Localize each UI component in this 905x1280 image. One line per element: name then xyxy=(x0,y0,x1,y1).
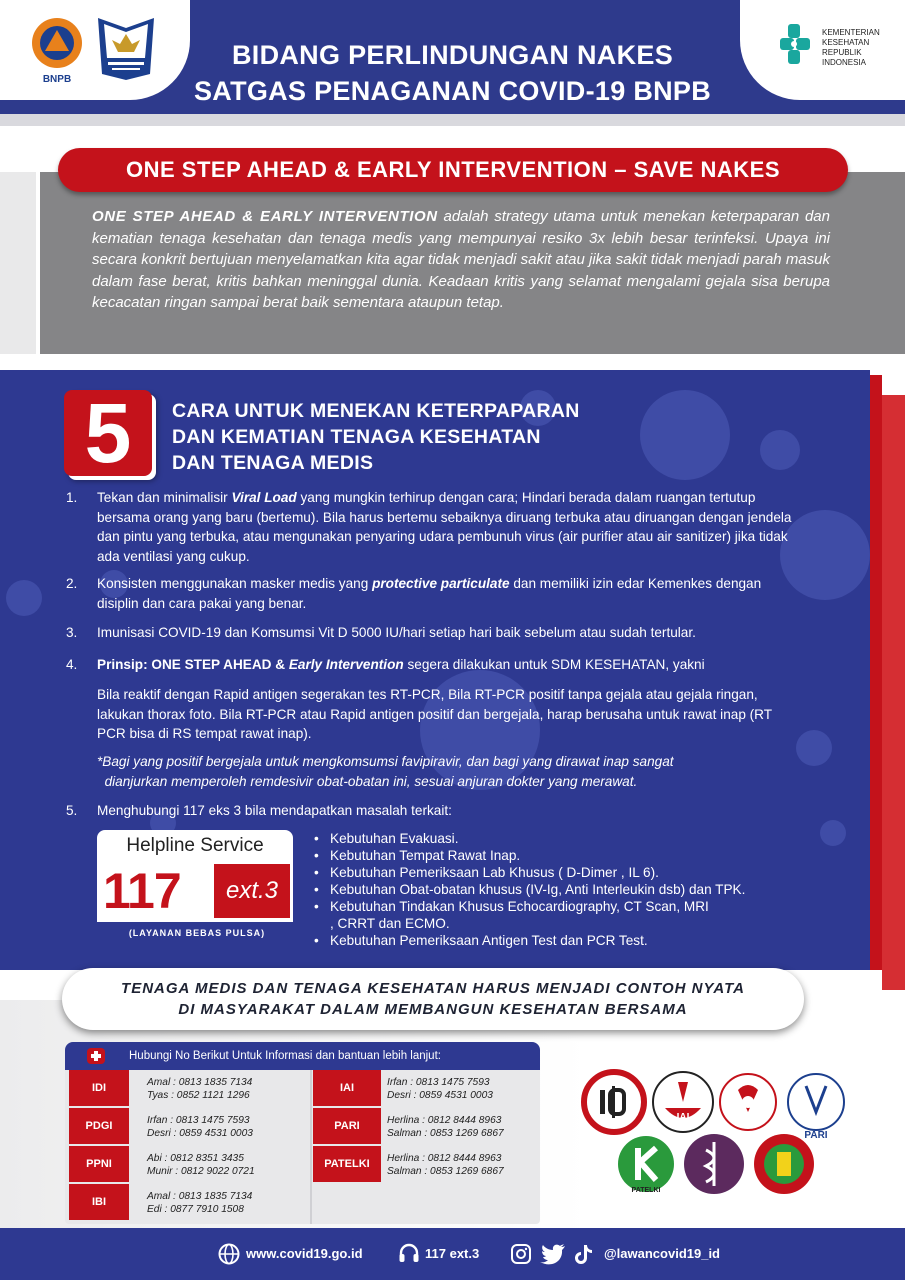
virus-decoration xyxy=(640,390,730,480)
kemenkes-text-3: REPUBLIK xyxy=(822,48,862,57)
iai-logo xyxy=(653,1072,713,1132)
virus-decoration xyxy=(796,730,832,766)
virus-decoration xyxy=(6,580,42,616)
pari-logo-text: PARI xyxy=(804,1130,828,1141)
five-ways-section: 5 CARA UNTUK MENEKAN KETERPAPARAN DAN KEMATIAN TENAGA KESEHATAN DAN TENAGA MEDIS 1. Tekan dan minimalisir Viral Load yang mungkin terhirup dengan cara; Hindari berada dalam ruangan tertutup bersama orang yang baru (bertemu). Bila harus bertemu sebaiknya diruang terbuka atau diruangan dengan jendela dan pintu yang terbuka, atau mengunakan penyaring udara pembunuh virus (air purifier atau air sanitizer) jika tidak ada ventilasi yang cukup. 2. Konsisten menggunakan masker medis yang protective particulate dan memiliki izin edar Kemenkes dengan disiplin dan cara pakai yang benar. 3. Imunisasi COVID-19 dan Komsumsi Vit D 5000 IU/hari setiap hari baik sebelum atau sudah tertular. 4. Prinsip: ONE STEP AHEAD & Early Intervention segera dilakukan untuk SDM KESEHATAN, yakni Bila reaktif dengan Rapid antigen segerakan tes RT-PCR, Bila RT-PCR positif tanpa gejala atau gejala ringan, lakukan thorax foto. Bila RT-PCR atau Rapid antigen positif dan bergejala, harap berusaha untuk rawat inap (RT PCR bisa di RS tempat rawat inap). *Bagi yang positif bergejala untuk mengkomsumsi favipiravir, dan bagi yang dirawat inap sangat dianjurkan memperoleh remdesivir obat-obatan ini, sesuai anjuran dokter yang merawat. 5. Menghubungi 117 eks 3 bila mendapatkan masalah terkait: Helpline Service 117 ext.3 (LAYANAN BEBAS PULSA) • Kebutuhan Evakuasi. • Kebutuhan Tempat Rawat Inap. • Kebutuhan Pemeriksaan Lab Khusus ( D-Dimer , IL 6). • Kebutuhan Obat-obatan khusus (IV-Ig, Anti Interleukin dsb) dan TPK. • Kebutuhan Tindakan Khusus Echocardiography, CT Scan, MRI , CRRT dan ECMO. • Kebutuhan Pemeriksaan Antigen Test dan PCR Test. xyxy=(0,370,870,970)
kemenkes-logo xyxy=(778,22,888,72)
helpline-extension: ext.3 xyxy=(214,864,290,918)
strategy-banner: ONE STEP AHEAD & EARLY INTERVENTION – SAVE NAKES xyxy=(58,148,848,192)
list-item-text: Konsisten menggunakan masker medis yang protective particulate dan memiliki izin edar Kemenkes dengan disiplin dan cara pakai yang benar. xyxy=(97,576,762,611)
section-title-line1: CARA UNTUK MENEKAN KETERPAPARAN xyxy=(172,400,580,422)
twitter-icon[interactable] xyxy=(540,1243,566,1265)
kemenkes-text-4: INDONESIA xyxy=(822,58,867,67)
header-divider xyxy=(0,114,905,126)
header-title-line1: BIDANG PERLINDUNGAN NAKES xyxy=(231,40,674,70)
patelki-logo xyxy=(618,1136,674,1194)
bnpb-logo-text: BNPB xyxy=(42,74,72,85)
list-item-text: Prinsip: ONE STEP AHEAD & Early Intervention segera dilakukan untuk SDM KESEHATAN, yakni xyxy=(97,657,705,672)
helpline-subtitle: (LAYANAN BEBAS PULSA) xyxy=(128,928,266,938)
footer-social-handle[interactable]: @lawancovid19_id xyxy=(604,1246,720,1261)
note-line2: dianjurkan memperoleh remdesivir obat-obatan ini, sesuai anjuran dokter yang merawat. xyxy=(104,773,638,789)
headset-icon xyxy=(398,1243,420,1265)
needs-item: • Kebutuhan Obat-obatan khusus (IV-Ig, Anti Interleukin dsb) dan TPK. xyxy=(314,881,834,898)
bnpb-logo xyxy=(28,16,86,86)
contact-table-header xyxy=(65,1042,540,1070)
slogan-line1: TENAGA MEDIS DAN TENAGA KESEHATAN HARUS MENJADI CONTOH NYATA xyxy=(121,980,745,997)
section-title-line2: DAN KEMATIAN TENAGA KESEHATAN xyxy=(172,426,541,448)
needs-item: • Kebutuhan Evakuasi. xyxy=(314,830,834,847)
contact-names: Irfan : 0813 1475 7593 Desri : 0859 4531 0003 xyxy=(147,1115,253,1139)
needs-item: • Kebutuhan Pemeriksaan Antigen Test dan PCR Test. xyxy=(314,932,834,949)
org-label: PDGI xyxy=(69,1108,129,1145)
needs-item: • Kebutuhan Tempat Rawat Inap. xyxy=(314,847,834,864)
contact-table xyxy=(65,1042,540,1224)
list-item-number: 1. xyxy=(66,490,78,505)
needs-item: • Kebutuhan Pemeriksaan Lab Khusus ( D-Dimer , IL 6). xyxy=(314,864,834,881)
org-label: PPNI xyxy=(69,1146,129,1183)
contact-names: Abi : 0812 8351 3435 Munir : 0812 9022 0721 xyxy=(147,1153,255,1177)
org-label: IBI xyxy=(69,1184,129,1221)
needs-list xyxy=(314,830,834,949)
contact-names: Amal : 0813 1835 7134 Tyas : 0852 1121 1296 xyxy=(147,1077,253,1101)
list-item-text: Menghubungi 117 eks 3 bila mendapatkan masalah terkait: xyxy=(97,803,452,818)
list-item-text: Imunisasi COVID-19 dan Komsumsi Vit D 5000 IU/hari setiap hari baik sebelum atau sudah tertular. xyxy=(97,625,696,640)
slogan-banner xyxy=(62,968,804,1030)
helpline-title: Helpline Service xyxy=(97,830,293,860)
list-item-text: Tekan dan minimalisir Viral Load yang mungkin terhirup dengan cara; Hindari berada dalam ruangan tertutup bersama orang yang baru (bertemu). Bila harus bertemu sebaiknya diruang terbuka atau diruangan dengan jendela dan pintu yang terbuka, atau mengunakan penyaring udara pembunuh virus (air purifier atau air sanitizer) jika tidak ada ventilasi yang cukup. xyxy=(97,490,792,564)
pari-logo-2 xyxy=(788,1074,844,1141)
list-item-number: 2. xyxy=(66,576,78,591)
org-label: IAI xyxy=(313,1070,381,1107)
intro-section xyxy=(0,148,905,354)
header xyxy=(0,0,905,126)
idi-logo xyxy=(584,1072,644,1132)
ppni-logo xyxy=(754,1134,814,1194)
list-item-number: 4. xyxy=(66,657,78,672)
main-side-accent xyxy=(870,375,905,1000)
contact-names: Irfan : 0813 1475 7593 Desri : 0859 4531 0003 xyxy=(387,1077,493,1101)
pdgi-logo xyxy=(684,1134,744,1194)
list-item-number: 3. xyxy=(66,625,78,640)
note-line1: *Bagi yang positif bergejala untuk mengkomsumsi favipiravir, dan bagi yang dirawat inap sangat xyxy=(97,754,674,769)
helpline-number: 117 xyxy=(103,863,181,919)
virus-decoration xyxy=(760,430,800,470)
footer-phone[interactable]: 117 ext.3 xyxy=(425,1246,480,1261)
contact-names: Amal : 0813 1835 7134 Edi : 0877 7910 1508 xyxy=(147,1191,253,1215)
section-title-line3: DAN TENAGA MEDIS xyxy=(172,452,374,474)
header-title-line2: SATGAS PENAGANAN COVID-19 BNPB xyxy=(193,76,712,106)
medical-cross-icon xyxy=(87,1048,105,1064)
kemenkes-text-2: KESEHATAN xyxy=(822,38,870,47)
instagram-icon[interactable] xyxy=(510,1243,532,1265)
iai-logo-text: IAI xyxy=(676,1112,690,1123)
pari-logo xyxy=(720,1074,776,1130)
org-label: IDI xyxy=(69,1070,129,1107)
tiktok-icon[interactable] xyxy=(572,1243,594,1265)
number-five-badge: 5 xyxy=(64,390,152,476)
list-item-number: 5. xyxy=(66,803,78,818)
intro-lead: ONE STEP AHEAD & EARLY INTERVENTION xyxy=(92,208,438,225)
globe-icon xyxy=(218,1243,240,1265)
contact-header-text: Hubungi No Berikut Untuk Informasi dan bantuan lebih lanjut: xyxy=(129,1050,441,1062)
intro-paragraph xyxy=(92,206,830,314)
helpline-number-box xyxy=(97,860,293,922)
contact-names: Herlina : 0812 8444 8963 Salman : 0853 1269 6867 xyxy=(387,1153,504,1177)
org-label: PATELKI xyxy=(313,1146,381,1183)
needs-item: • Kebutuhan Tindakan Khusus Echocardiography, CT Scan, MRI , CRRT dan ECMO. xyxy=(314,898,714,932)
section-title xyxy=(172,398,580,476)
contact-table-body xyxy=(65,1070,540,1224)
footer xyxy=(0,1228,905,1280)
helpline-card xyxy=(97,830,297,950)
contact-names: Herlina : 0812 8444 8963 Salman : 0853 1269 6867 xyxy=(387,1115,504,1139)
satgas-covid-logo xyxy=(96,14,156,82)
kemenkes-text-1: KEMENTERIAN xyxy=(822,28,880,37)
org-label: PARI xyxy=(313,1108,381,1145)
slogan-line2: DI MASYARAKAT DALAM MEMBANGUN KESEHATAN BERSAMA xyxy=(178,1001,688,1018)
footer-website-link[interactable]: www.covid19.go.id xyxy=(246,1246,363,1261)
partner-logos xyxy=(580,1068,850,1198)
intro-body: adalah strategy utama untuk menekan keterpaparan dan kematian tenaga kesehatan dan tenaga medis yang mempunyai resiko 3x lebih besar terinfeksi. Upaya ini secara konkrit bertujuan menyelamatkan kita agar tidak menjadi sakit atau jika sakit tidak menjadi parah masuk dalam fase berat, kritis bahkan meninggal dunia. Keadaan kritis yang selamat mengalami gejala sisa berupa kecacatan ringan sampai berat baik sementara ataupun tetap. xyxy=(92,208,830,311)
patelki-logo-text: PATELKI xyxy=(631,1187,661,1194)
intro-side-stripe xyxy=(0,172,40,354)
